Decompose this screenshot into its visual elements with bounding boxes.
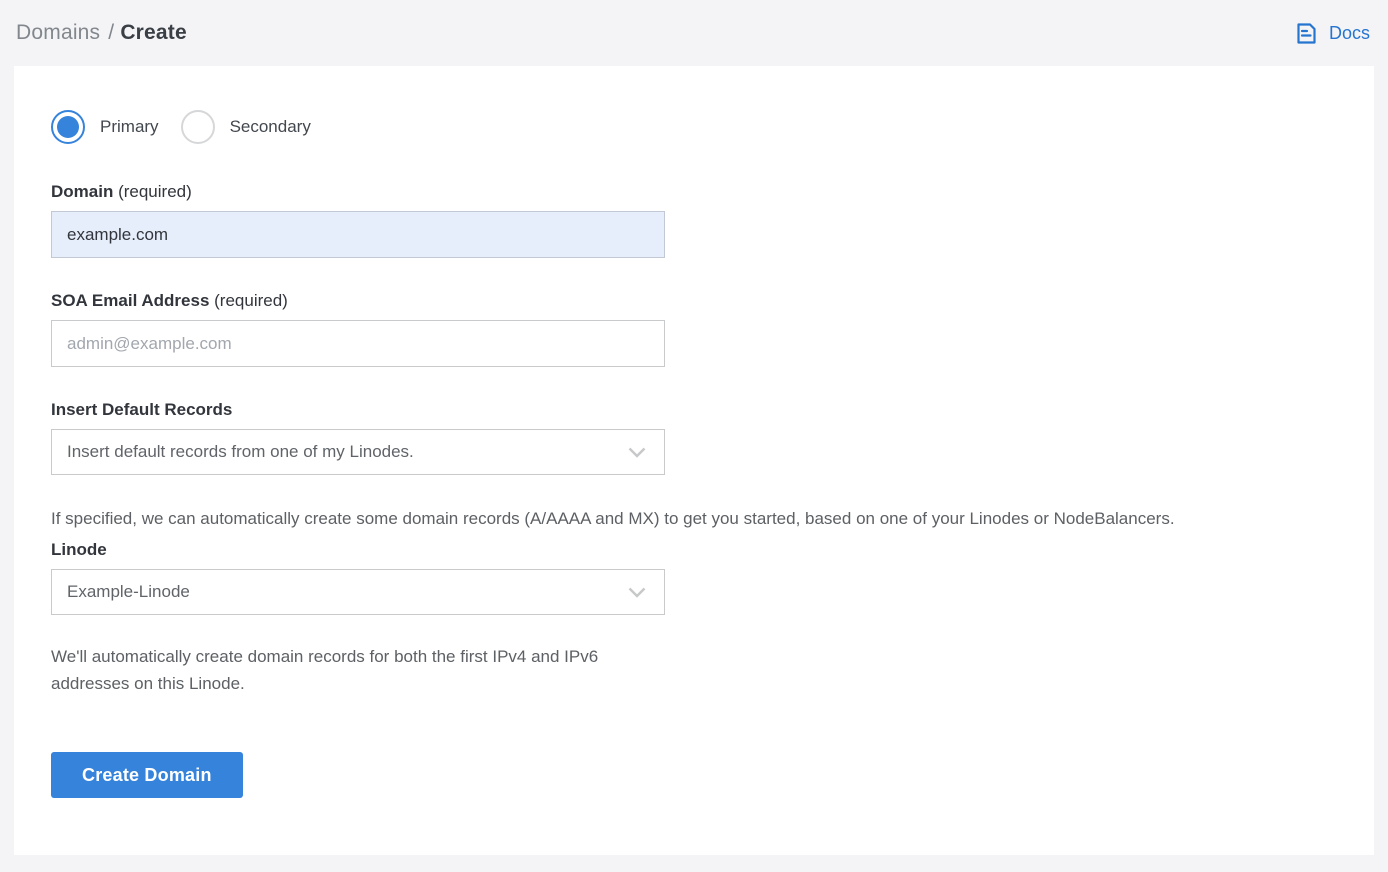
domain-field-label: [51, 182, 1337, 202]
chevron-down-icon: [628, 587, 646, 598]
soa-email-input[interactable]: [51, 320, 665, 367]
domain-label-text: Domain: [51, 182, 114, 201]
create-domain-button[interactable]: Create Domain: [51, 752, 243, 798]
page-title: Create: [120, 21, 187, 44]
default-records-help-text: If specified, we can automatically create some domain records (A/AAAA and MX) to get you started, based on one of your Linodes or NodeBalancers.: [51, 509, 1175, 528]
radio-primary-control[interactable]: [51, 110, 85, 144]
linode-help-text: We'll automatically create domain records for both the first IPv4 and IPv6 addresses on this Linode.: [51, 647, 599, 693]
chevron-down-icon: [628, 447, 646, 458]
page-header: [0, 0, 1388, 66]
breadcrumb-domains-link[interactable]: Domains: [16, 21, 101, 44]
radio-primary[interactable]: [51, 110, 159, 144]
domain-type-radio-group: [51, 110, 1337, 144]
soa-email-field-group: [51, 291, 1337, 367]
create-domain-card: [14, 66, 1374, 855]
radio-secondary[interactable]: [181, 110, 311, 144]
linode-label-text: Linode: [51, 540, 107, 559]
soa-email-label-text: SOA Email Address: [51, 291, 210, 310]
linode-label: [51, 540, 1337, 560]
linode-selected-value: Example-Linode: [67, 582, 190, 601]
default-records-label-text: Insert Default Records: [51, 400, 233, 419]
breadcrumb: [16, 21, 187, 45]
default-records-label: [51, 400, 1337, 420]
linode-field-group: [51, 540, 1337, 615]
domain-input[interactable]: [51, 211, 665, 258]
default-records-field-group: [51, 400, 1337, 475]
default-records-selected-value: Insert default records from one of my Linodes.: [67, 442, 414, 461]
radio-primary-label: Primary: [100, 117, 159, 136]
soa-email-field-label: [51, 291, 1337, 311]
breadcrumb-separator: /: [108, 21, 115, 44]
default-records-select[interactable]: [51, 429, 665, 475]
domain-required-note: (required): [118, 182, 192, 201]
docs-link-label: Docs: [1328, 22, 1370, 43]
docs-link[interactable]: [1293, 20, 1370, 47]
linode-select[interactable]: [51, 569, 665, 615]
radio-secondary-label: Secondary: [229, 117, 311, 136]
domain-field-group: [51, 182, 1337, 258]
radio-secondary-control[interactable]: [181, 110, 215, 144]
docs-document-icon: [1293, 20, 1320, 47]
soa-email-required-note: (required): [214, 291, 288, 310]
